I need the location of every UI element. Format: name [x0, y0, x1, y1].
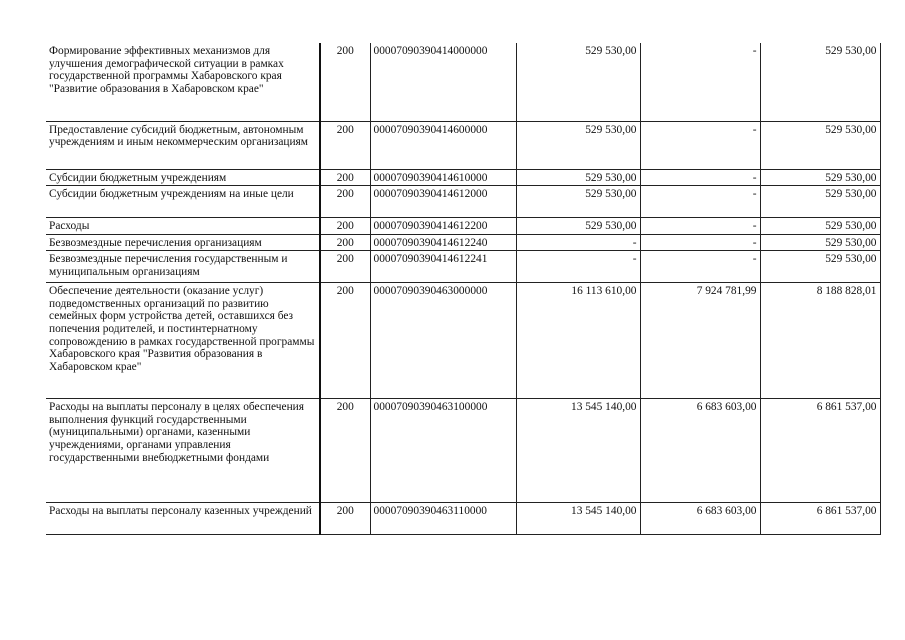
line-code-cell: 200 — [320, 283, 370, 399]
executed-amount-cell: 6 683 603,00 — [640, 503, 760, 535]
table-row — [46, 234, 880, 251]
executed-amount-cell: - — [640, 169, 760, 186]
expense-name-cell: Формирование эффективных механизмов для улучшения демографической ситуации в рамках государственной программы Хабаровского края "Развитие образования в Хабаровском крае" — [46, 43, 320, 121]
remaining-amount-cell: 6 861 537,00 — [760, 503, 880, 535]
line-code-cell: 200 — [320, 234, 370, 251]
remaining-amount-cell: 529 530,00 — [760, 234, 880, 251]
classification-code-cell: 00007090390414612000 — [370, 186, 516, 218]
table-row — [46, 251, 880, 283]
line-code-cell: 200 — [320, 503, 370, 535]
remaining-amount-cell: 8 188 828,01 — [760, 283, 880, 399]
approved-amount-cell: - — [516, 234, 640, 251]
remaining-amount-cell: 529 530,00 — [760, 169, 880, 186]
approved-amount-cell: 529 530,00 — [516, 121, 640, 169]
executed-amount-cell: - — [640, 218, 760, 235]
table-row — [46, 121, 880, 169]
executed-amount-cell: 7 924 781,99 — [640, 283, 760, 399]
approved-amount-cell: 529 530,00 — [516, 169, 640, 186]
line-code-cell: 200 — [320, 218, 370, 235]
remaining-amount-cell: 529 530,00 — [760, 186, 880, 218]
remaining-amount-cell: 529 530,00 — [760, 121, 880, 169]
table-row — [46, 169, 880, 186]
table-row — [46, 503, 880, 535]
expense-name-cell: Расходы на выплаты персоналу казенных учреждений — [46, 503, 320, 535]
remaining-amount-cell: 529 530,00 — [760, 43, 880, 121]
classification-code-cell: 00007090390463100000 — [370, 399, 516, 503]
classification-code-cell: 00007090390414610000 — [370, 169, 516, 186]
executed-amount-cell: 6 683 603,00 — [640, 399, 760, 503]
line-code-cell: 200 — [320, 186, 370, 218]
budget-execution-table — [46, 43, 881, 535]
expense-name-cell: Субсидии бюджетным учреждениям — [46, 169, 320, 186]
line-code-cell: 200 — [320, 399, 370, 503]
expense-name-cell: Обеспечение деятельности (оказание услуг) подведомственных организаций по развитию семейных форм устройства детей, оставшихся без попечения родителей, и постинтернатному сопровождению в рамках государственной программы Хабаровского края "Развития образования в Хабаровском крае" — [46, 283, 320, 399]
remaining-amount-cell: 529 530,00 — [760, 218, 880, 235]
executed-amount-cell: - — [640, 251, 760, 283]
classification-code-cell: 00007090390414612241 — [370, 251, 516, 283]
approved-amount-cell: 16 113 610,00 — [516, 283, 640, 399]
approved-amount-cell: 529 530,00 — [516, 43, 640, 121]
expense-name-cell: Субсидии бюджетным учреждениям на иные цели — [46, 186, 320, 218]
table-row — [46, 218, 880, 235]
classification-code-cell: 00007090390414600000 — [370, 121, 516, 169]
executed-amount-cell: - — [640, 121, 760, 169]
line-code-cell: 200 — [320, 169, 370, 186]
classification-code-cell: 00007090390414000000 — [370, 43, 516, 121]
approved-amount-cell: 13 545 140,00 — [516, 503, 640, 535]
table-row — [46, 186, 880, 218]
executed-amount-cell: - — [640, 43, 760, 121]
classification-code-cell: 00007090390414612240 — [370, 234, 516, 251]
expense-name-cell: Расходы на выплаты персоналу в целях обеспечения выполнения функций государственными (муниципальными) органами, казенными учреждениями, органами управления государственными внебюджетными фондами — [46, 399, 320, 503]
table-row — [46, 399, 880, 503]
table-row — [46, 283, 880, 399]
approved-amount-cell: - — [516, 251, 640, 283]
approved-amount-cell: 13 545 140,00 — [516, 399, 640, 503]
expense-name-cell: Безвозмездные перечисления государственным и муниципальным организациям — [46, 251, 320, 283]
approved-amount-cell: 529 530,00 — [516, 218, 640, 235]
line-code-cell: 200 — [320, 251, 370, 283]
expense-name-cell: Расходы — [46, 218, 320, 235]
classification-code-cell: 00007090390463000000 — [370, 283, 516, 399]
line-code-cell: 200 — [320, 43, 370, 121]
line-code-cell: 200 — [320, 121, 370, 169]
remaining-amount-cell: 529 530,00 — [760, 251, 880, 283]
table-row — [46, 43, 880, 121]
executed-amount-cell: - — [640, 234, 760, 251]
expense-name-cell: Безвозмездные перечисления организациям — [46, 234, 320, 251]
table-body — [46, 43, 880, 535]
classification-code-cell: 00007090390463110000 — [370, 503, 516, 535]
expense-name-cell: Предоставление субсидий бюджетным, автономным учреждениям и иным некоммерческим организациям — [46, 121, 320, 169]
executed-amount-cell: - — [640, 186, 760, 218]
remaining-amount-cell: 6 861 537,00 — [760, 399, 880, 503]
approved-amount-cell: 529 530,00 — [516, 186, 640, 218]
classification-code-cell: 00007090390414612200 — [370, 218, 516, 235]
